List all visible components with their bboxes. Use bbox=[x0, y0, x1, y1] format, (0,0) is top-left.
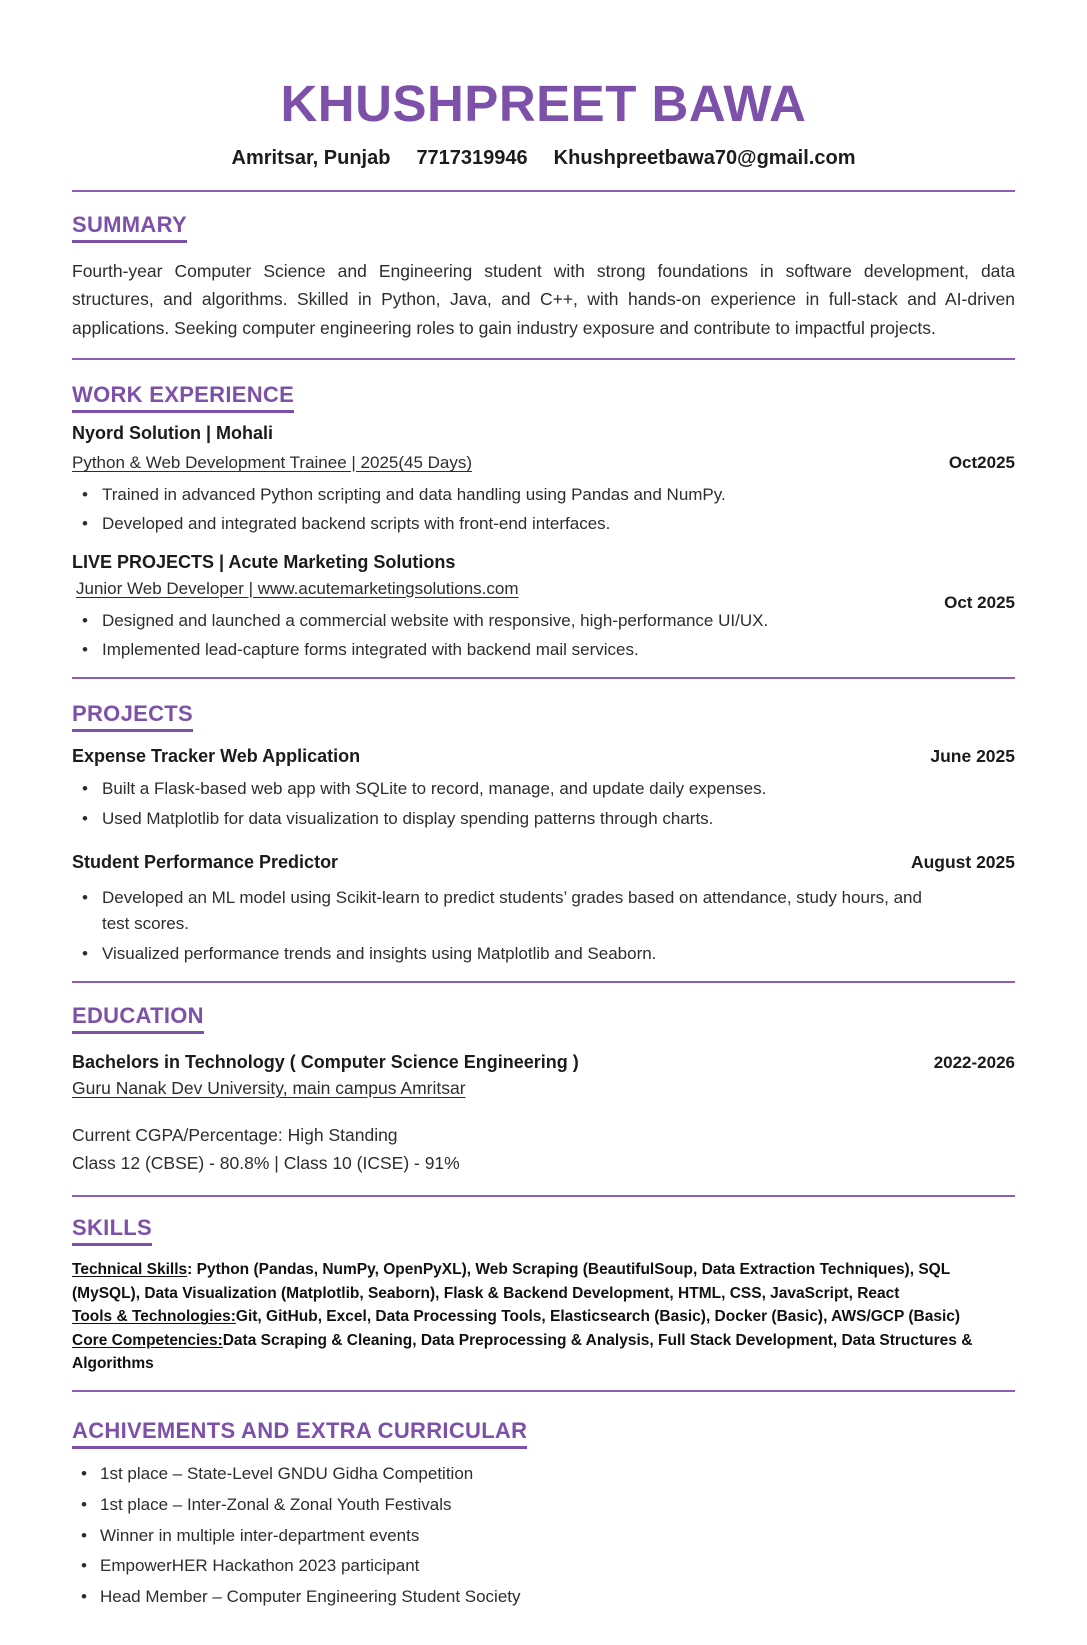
project-title: Expense Tracker Web Application bbox=[72, 746, 361, 767]
bullet-item: • EmpowerHER Hackathon 2023 participant bbox=[72, 1553, 1015, 1579]
education-degree: Bachelors in Technology ( Computer Science Engineering ) bbox=[72, 1052, 579, 1073]
section-summary bbox=[72, 212, 1015, 342]
project-date: June 2025 bbox=[930, 746, 1015, 767]
section-achievements bbox=[72, 1418, 1015, 1610]
bullet-item: • Developed an ML model using Scikit-learn to predict students’ grades based on attendance, study hours, and test scores. bbox=[72, 885, 952, 938]
education-date: 2022-2026 bbox=[933, 1053, 1015, 1073]
education-school: Guru Nanak Dev University, main campus Amritsar bbox=[72, 1078, 466, 1099]
education-heading: EDUCATION bbox=[72, 1003, 1015, 1034]
contact-phone: 7717319946 bbox=[416, 147, 528, 169]
skills-group-label: Tools & Technologies: bbox=[72, 1308, 236, 1326]
summary-divider bbox=[72, 358, 1015, 360]
work-entry-role: Junior Web Developer | www.acutemarketingsolutions.com bbox=[76, 578, 519, 598]
skills-heading: SKILLS bbox=[72, 1215, 1015, 1246]
skills-group-text: Git, GitHub, Excel, Data Processing Tools, Elasticsearch (Basic), Docker (Basic), AWS/GCP (Basic) bbox=[235, 1308, 961, 1326]
bullet-item: • 1st place – State-Level GNDU Gidha Competition bbox=[72, 1461, 1015, 1487]
section-education bbox=[72, 1003, 1015, 1177]
work-entry-bullets bbox=[72, 482, 1015, 538]
skills-group-text: : Python (Pandas, NumPy, OpenPyXL), Web Scraping (BeautifulSoup, Data Extraction Techniques), SQL (MySQL), Data Visualization (Matplotlib, Seaborn), Flask & Backend Development, HTML, CSS, JavaScript, React bbox=[72, 1261, 950, 1302]
candidate-name: KHUSHPREET BAWA bbox=[280, 75, 807, 132]
bullet-item: • Designed and launched a commercial website with responsive, high-performance UI/UX. bbox=[72, 608, 1015, 634]
summary-text: Fourth-year Computer Science and Engineering student with strong foundations in software development, data structures, and algorithms. Skilled in Python, Java, and C++, with hands-on experience in full-stack and AI-driven applications. Seeking computer engineering roles to gain industry exposure and contribute to impactful projects. bbox=[72, 261, 1015, 338]
skills-group-text: Data Scraping & Cleaning, Data Preprocessing & Analysis, Full Stack Development, Data Structures & Algorithms bbox=[72, 1331, 973, 1373]
bullet-item: • Trained in advanced Python scripting and data handling using Pandas and NumPy. bbox=[72, 482, 1015, 508]
section-work-experience bbox=[72, 382, 1015, 663]
work-entry-role: Python & Web Development Trainee | 2025(45 Days) bbox=[72, 453, 473, 473]
project-title-row bbox=[72, 746, 1015, 767]
bullet-item: • 1st place – Inter-Zonal & Zonal Youth Festivals bbox=[72, 1492, 1015, 1518]
section-projects bbox=[72, 701, 1015, 967]
project-title: Student Performance Predictor bbox=[72, 852, 339, 873]
work-entry-bullets bbox=[72, 608, 1015, 664]
education-degree-row bbox=[72, 1052, 1015, 1073]
skills-group-label: Technical Skills bbox=[72, 1261, 188, 1279]
work-entry-company: Nyord Solution | Mohali bbox=[72, 423, 274, 444]
achievements-bullets bbox=[72, 1461, 1015, 1610]
header-divider bbox=[72, 190, 1015, 192]
projects-divider bbox=[72, 981, 1015, 983]
work-divider bbox=[72, 677, 1015, 679]
bullet-item: • Visualized performance trends and insights using Matplotlib and Seaborn. bbox=[72, 941, 1015, 967]
education-details bbox=[72, 1121, 1015, 1177]
bullet-item: • Used Matplotlib for data visualization to display spending patterns through charts. bbox=[72, 806, 1015, 832]
contact-location: Amritsar, Punjab bbox=[231, 147, 391, 169]
skills-text bbox=[72, 1258, 1015, 1376]
bullet-item: • Head Member – Computer Engineering Student Society bbox=[72, 1584, 1015, 1610]
achievements-heading: ACHIVEMENTS AND EXTRA CURRICULAR bbox=[72, 1418, 1015, 1449]
bullet-item: • Implemented lead-capture forms integrated with backend mail services. bbox=[72, 637, 1015, 663]
work-entry-role-row bbox=[72, 578, 1015, 612]
work-entry-date: Oct2025 bbox=[948, 453, 1015, 473]
education-divider bbox=[72, 1195, 1015, 1197]
skills-divider bbox=[72, 1390, 1015, 1392]
section-skills bbox=[72, 1215, 1015, 1376]
bullet-item: • Developed and integrated backend scripts with front-end interfaces. bbox=[72, 511, 1015, 537]
skills-group-label: Core Competencies: bbox=[72, 1331, 223, 1349]
education-cgpa: Current CGPA/Percentage: High Standing bbox=[72, 1125, 398, 1146]
work-entry-company: LIVE PROJECTS | Acute Marketing Solutions bbox=[72, 551, 456, 572]
bullet-item: • Winner in multiple inter-department events bbox=[72, 1523, 1015, 1549]
work-entry-role-row bbox=[72, 453, 1015, 473]
summary-heading: SUMMARY bbox=[72, 212, 1015, 243]
project-bullets bbox=[72, 776, 1015, 832]
contact-line bbox=[72, 147, 1015, 170]
contact-email: Khushpreetbawa70@gmail.com bbox=[553, 147, 856, 169]
project-title-row bbox=[72, 852, 1015, 873]
project-date: August 2025 bbox=[910, 852, 1015, 873]
work-entry-date: Oct 2025 bbox=[944, 592, 1015, 612]
education-classes: Class 12 (CBSE) - 80.8% | Class 10 (ICSE) - 91% bbox=[72, 1153, 460, 1174]
project-bullets bbox=[72, 885, 1015, 967]
work-heading: WORK EXPERIENCE bbox=[72, 382, 1015, 413]
bullet-item: • Built a Flask-based web app with SQLite to record, manage, and update daily expenses. bbox=[72, 776, 1015, 802]
projects-heading: PROJECTS bbox=[72, 701, 1015, 732]
